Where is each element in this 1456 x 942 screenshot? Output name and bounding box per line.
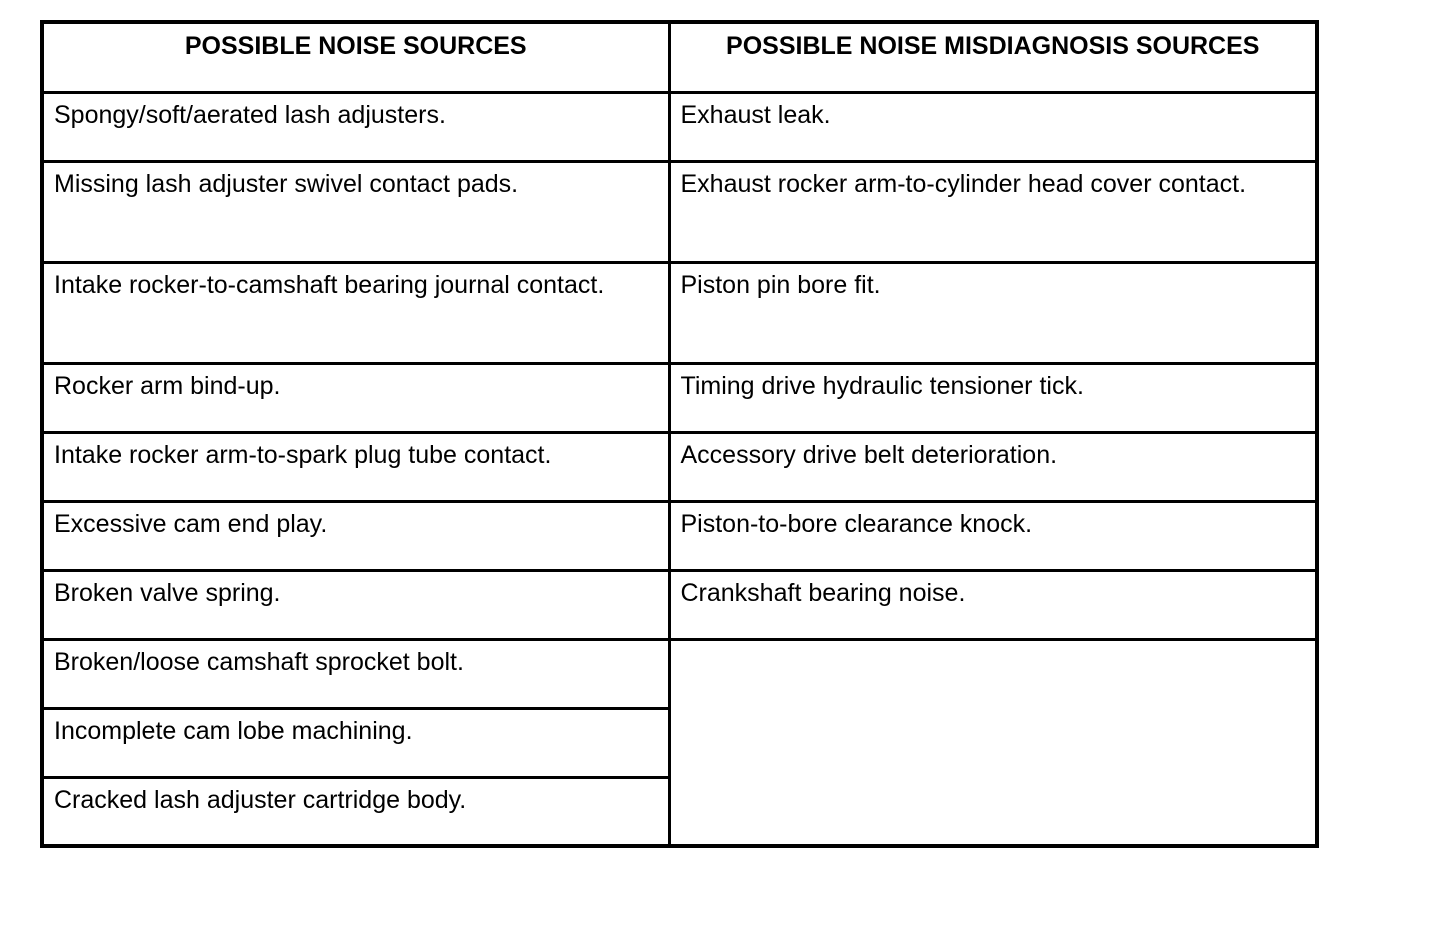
noise-source-cell: Cracked lash adjuster cartridge body. <box>42 777 669 846</box>
header-noise-sources: POSSIBLE NOISE SOURCES <box>42 22 669 92</box>
table-row <box>42 432 1317 501</box>
header-row <box>42 22 1317 92</box>
table-row <box>42 501 1317 570</box>
noise-source-cell: Intake rocker-to-camshaft bearing journal contact. <box>42 262 669 363</box>
noise-source-cell: Broken valve spring. <box>42 570 669 639</box>
header-misdiagnosis-sources: POSSIBLE NOISE MISDIAGNOSIS SOURCES <box>669 22 1317 92</box>
misdiagnosis-source-cell: Timing drive hydraulic tensioner tick. <box>669 363 1317 432</box>
misdiagnosis-source-cell: Piston pin bore fit. <box>669 262 1317 363</box>
misdiagnosis-source-cell: Accessory drive belt deterioration. <box>669 432 1317 501</box>
misdiagnosis-source-cell: Crankshaft bearing noise. <box>669 570 1317 639</box>
noise-source-cell: Broken/loose camshaft sprocket bolt. <box>42 639 669 708</box>
noise-source-cell: Missing lash adjuster swivel contact pads. <box>42 161 669 262</box>
noise-source-cell: Excessive cam end play. <box>42 501 669 570</box>
table-row <box>42 570 1317 639</box>
empty-misdiagnosis-cell <box>669 639 1317 846</box>
misdiagnosis-source-cell: Exhaust rocker arm-to-cylinder head cover contact. <box>669 161 1317 262</box>
table-row <box>42 639 1317 708</box>
misdiagnosis-source-cell: Exhaust leak. <box>669 92 1317 161</box>
table-row <box>42 262 1317 363</box>
noise-source-cell: Rocker arm bind-up. <box>42 363 669 432</box>
noise-source-cell: Intake rocker arm-to-spark plug tube contact. <box>42 432 669 501</box>
misdiagnosis-source-cell: Piston-to-bore clearance knock. <box>669 501 1317 570</box>
noise-source-cell: Incomplete cam lobe machining. <box>42 708 669 777</box>
noise-diagnosis-table <box>40 20 1319 848</box>
table-row <box>42 161 1317 262</box>
table-row <box>42 363 1317 432</box>
noise-source-cell: Spongy/soft/aerated lash adjusters. <box>42 92 669 161</box>
table-row <box>42 92 1317 161</box>
